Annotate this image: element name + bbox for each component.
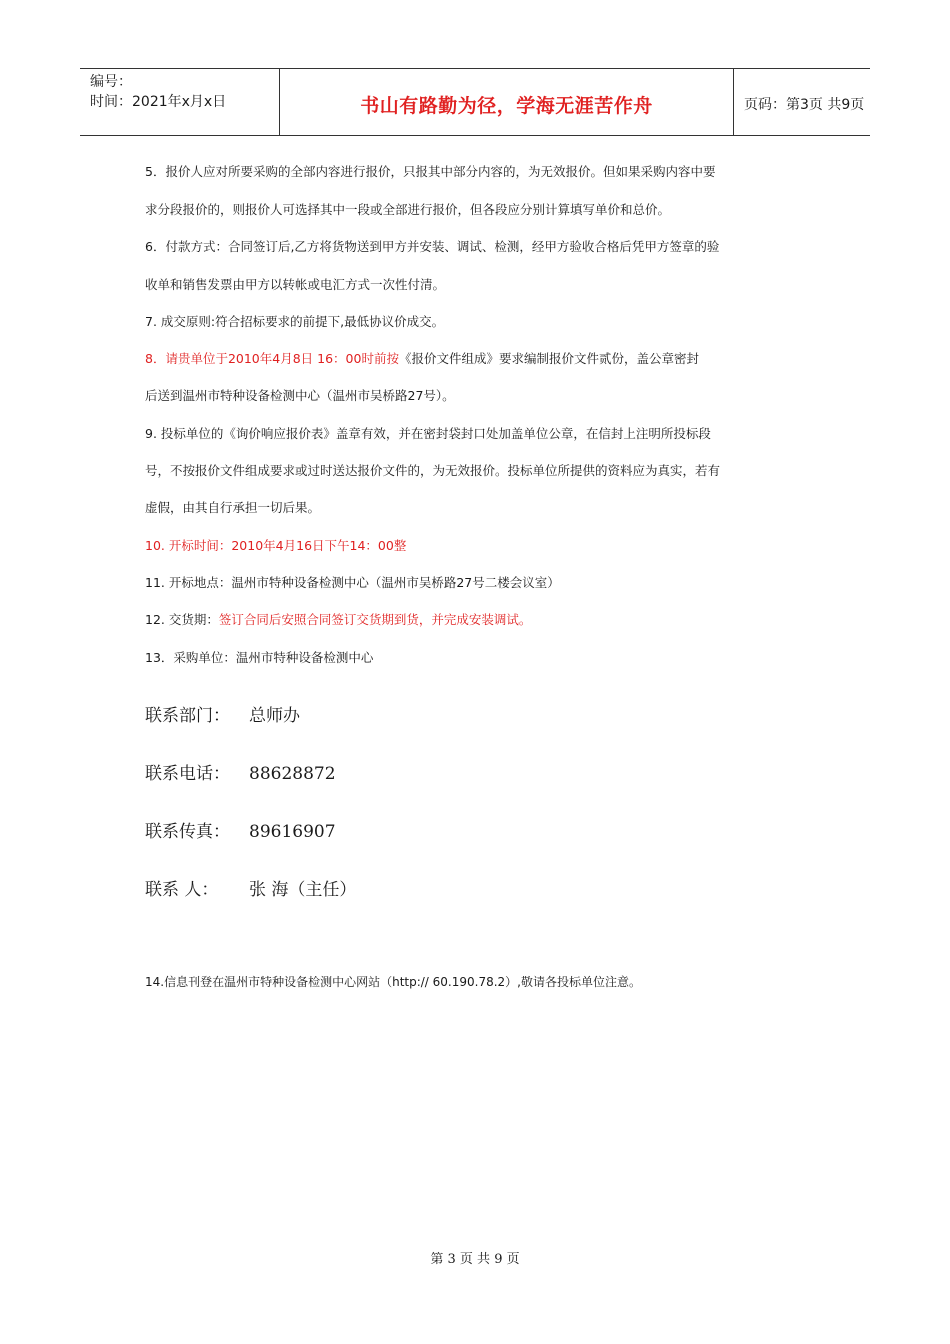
item-6-line-2: 收单和销售发票由甲方以转帐或电汇方式一次性付清。 bbox=[145, 277, 446, 292]
header-page-cell bbox=[734, 69, 870, 135]
contact-fax-value: 89616907 bbox=[249, 822, 336, 842]
contact-dept-value: 总师办 bbox=[249, 706, 300, 726]
doc-number-label: 编号： bbox=[90, 74, 132, 90]
item-13: 13．采购单位：温州市特种设备检测中心 bbox=[145, 650, 374, 665]
item-8-deadline: 8．请贵单位于2010年4月8日 16：00时前按 bbox=[145, 351, 399, 366]
item-7: 7. 成交原则:符合招标要求的前提下,最低协议价成交。 bbox=[145, 314, 445, 329]
contact-phone-value: 88628872 bbox=[249, 764, 336, 784]
header-page-label: 页码：第3页 共9页 bbox=[744, 97, 865, 113]
contact-person bbox=[145, 875, 356, 900]
item-6-line-1: 6．付款方式：合同签订后,乙方将货物送到甲方并安装、调试、检测，经甲方验收合格后凭甲方签章的验 bbox=[145, 239, 720, 254]
contact-person-value: 张 海（主任） bbox=[249, 880, 357, 900]
item-14: 14.信息刊登在温州市特种设备检测中心网站（http:// 60.190.78.2）,敬请各投标单位注意。 bbox=[145, 975, 641, 989]
item-9-line-1: 9. 投标单位的《询价响应报价表》盖章有效，并在密封袋封口处加盖单位公章，在信封上注明所投标段 bbox=[145, 426, 711, 441]
item-9-line-2: 号，不按报价文件组成要求或过时送达报价文件的，为无效报价。投标单位所提供的资料应为真实，若有 bbox=[145, 463, 721, 478]
contact-person-label: 联系 人： bbox=[145, 880, 219, 900]
contact-phone bbox=[145, 759, 336, 784]
item-8-line-1 bbox=[145, 349, 699, 367]
item-8-rest: 《报价文件组成》要求编制报价文件贰份，盖公章密封 bbox=[398, 351, 699, 366]
item-11: 11. 开标地点：温州市特种设备检测中心（温州市吴桥路27号二楼会议室） bbox=[145, 575, 560, 590]
contact-fax bbox=[145, 817, 336, 842]
item-10: 10. 开标时间：2010年4月16日下午14：00整 bbox=[145, 538, 407, 553]
contact-dept bbox=[145, 701, 300, 726]
item-5-line-1: 5．报价人应对所要采购的全部内容进行报价，只报其中部分内容的，为无效报价。但如果采购内容中要 bbox=[145, 164, 716, 179]
item-12-value: 签订合同后安照合同签订交货期到货，并完成安装调试。 bbox=[218, 612, 532, 627]
page-footer: 第 3 页 共 9 页 bbox=[430, 1252, 520, 1267]
header-motto: 书山有路勤为径，学海无涯苦作舟 bbox=[360, 95, 653, 117]
header-motto-cell bbox=[280, 69, 734, 135]
contact-dept-label: 联系部门： bbox=[145, 706, 230, 726]
item-5-line-2: 求分段报价的，则报价人可选择其中一段或全部进行报价，但各段应分别计算填写单价和总价。 bbox=[145, 202, 671, 217]
item-9-line-3: 虚假，由其自行承担一切后果。 bbox=[145, 500, 321, 515]
item-8-line-2: 后送到温州市特种设备检测中心（温州市吴桥路27号）。 bbox=[145, 388, 455, 403]
item-12 bbox=[145, 610, 531, 628]
header-meta-cell bbox=[80, 69, 280, 135]
doc-time-label: 时间：2021年x月x日 bbox=[90, 94, 227, 110]
contact-phone-label: 联系电话： bbox=[145, 764, 230, 784]
contact-fax-label: 联系传真： bbox=[145, 822, 230, 842]
item-12-label: 12. 交货期： bbox=[145, 612, 219, 627]
page-header bbox=[80, 68, 870, 136]
